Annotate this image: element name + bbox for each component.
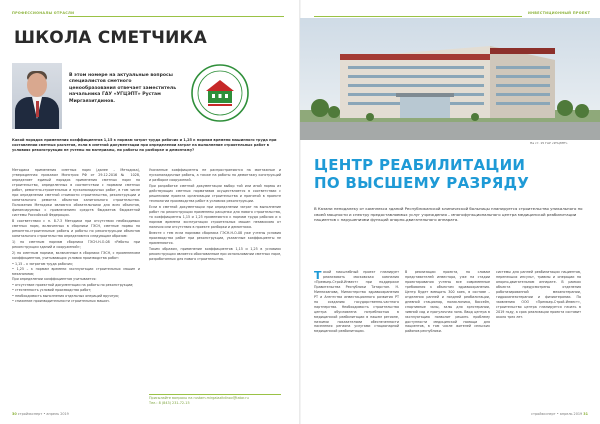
paragraph: В соответствии с п. 8.7.3 Методики при отсутствии необходимых сметных норм, включенных в сборники ГЭСН, сметные нормы на ремонтно-строительные работы и работы по реконструкции объектов капитального строительства определяются следующим образом: <box>12 218 140 238</box>
contact-rule <box>149 394 281 395</box>
body-column-3 <box>496 270 581 320</box>
folio-right <box>531 412 588 416</box>
running-head-left: ПРОФЕССИОНАЛЫ ОТРАСЛИ <box>12 11 75 15</box>
body-column-1 <box>12 168 140 304</box>
photo-caption: На ст. 15 ГАУ «УГЦЭПТ» <box>530 141 568 145</box>
paragraph: Если в сметной документации при определении затрат на выполнение работ по реконструкции применены расценки для нового строительства, то коэффициенты 1,15 и 1,25 применяются к нормам труда рабочих и к нормам времени эксплуатации строительных машин независимо от наличия или отсутствия в проекте разборки и демонтажа. <box>149 205 281 229</box>
right-page <box>300 0 600 424</box>
folio-left <box>12 412 69 416</box>
paragraph: При разработке сметной документации выбор той или иной нормы из действующих сметных нормативов осуществляется в соответствии с решениями проекта организации строительства и принятой в проекте технологии производства работ в условиях реконструкции. <box>149 184 281 203</box>
coefficient-list <box>12 262 140 277</box>
running-head-rule <box>68 16 284 17</box>
building-rendering <box>300 18 600 140</box>
body-column-2 <box>149 168 281 263</box>
intro-text: В этом номере на актуальные вопросы специалистов сметного ценообразования отвечает заместитель начальника ГАУ «УГЦЭПТ» Рустам Миргаязитдинов. <box>69 73 177 104</box>
paragraph: Таким образом, применение коэффициентов 1,15 и 1,25 в условиях реконструкции является обоснованным при использовании сметных норм, разработанных для нового строительства. <box>149 247 281 261</box>
page-number: 31 <box>583 412 588 416</box>
list-item: • стесненность условий производства работ; <box>12 288 92 293</box>
folio-text: стройэксперт • апрель 2019 <box>531 412 583 416</box>
paragraph: Указанные коэффициенты не распространяются на монтажные и пусконаладочные работы, а также на работы по демонтажу конструкций и разборке сооружений. <box>149 168 281 182</box>
paragraph: акой масштабный проект планирует реализовать московская компания «Премьер-Строй-Инвест» при поддержке Правительства Республики Татарстан. Н. Минниханова, Министерство здравоохранения РТ и Агентства инвестиционного развития РТ по созданию государственно-частного партнерства. Необходимость строительства центра обусловлена потребностью в медицинской реабилитации в нашем регионе, низкими показателями обеспеченности населения региона услугами стационарной медицинской реабилитации. <box>314 270 399 334</box>
running-head-right: ИНВЕСТИЦИОННЫЙ ПРОЕКТ <box>528 11 591 15</box>
list-item: • 1,15 – к затратам труда рабочих; <box>12 261 74 266</box>
paragraph: В реализации проекта, по словам представителей инвестора, уже на стадии проектирования учтены все современные требования к объектам здравоохранения. Центр будет вмещать 300 коек, в составе – отделения ранней и поздней реабилитации, дневной стационар, поликлиника, бассейн, спортивные залы, залы для эрготерапии, зимний сад и прогулочная зона. Ввод центра в эксплуатацию позволит решить проблему доступности медицинской помощи для пациентов, в том числе жителей сельских районов республики. <box>405 270 490 334</box>
paragraph: 2) по сметным нормам, включенным в сборники ГЭСН, с применением коэффициентов, учитывающих условия производства работ: <box>12 250 140 260</box>
paragraph: При определении коэффициентов учитывается: <box>12 277 97 282</box>
organization-logo <box>190 63 250 123</box>
contact-phone: Тел.: 8 (843) 231-72-15 <box>149 401 190 405</box>
list-item: • отсутствие проектной документации на работы по реконструкции; <box>12 283 134 288</box>
list-item: • снижение производительности строительных машин. <box>12 298 110 303</box>
title-line: ПО ВЫСШЕМУ РАЗРЯДУ <box>314 174 530 192</box>
page-title-right <box>314 156 529 192</box>
paragraph: Методика применения сметных норм (далее – Методика), утвержденная приказом Минстроя РФ от 29.12.2016 № 1028, определяет единый порядок применения сметных норм на строительство, определенных в соответствии с нормами сметных работ, ремонтно-строительных и пусконаладочных работ, в том числе при определении сметной стоимости строительства, реконструкции и капитального ремонта объектов капитального строительства. Положения Методики являются обязательными для всех объектов, финансируемых с привлечением средств бюджетов бюджетной системы Российской Федерации. <box>12 168 140 217</box>
title-line: ЦЕНТР РЕАБИЛИТАЦИИ <box>314 156 526 174</box>
contact-email-link[interactable]: Присылайте вопросы на rustam.mirgaiazitdinov@tatar.ru <box>149 396 249 400</box>
list-item: • необходимость выполнения отдельных операций вручную; <box>12 293 120 298</box>
running-head-rule <box>314 16 522 17</box>
contact-block <box>149 396 249 406</box>
page-title-left: ШКОЛА СМЕТЧИКА <box>14 28 207 48</box>
conditions-list <box>12 283 140 303</box>
question-lede: Какой порядок применения коэффициентов 1,15 к нормам затрат труда рабочих и 1,25 к нормам времени машинного труда при составлении сметных расчетов, если в сметной документации при определении затрат на выполнение строительных работ в условиях реконструкции не учтены ни материалы, ни работы по разборке и демонтажу? <box>12 138 277 153</box>
paragraph: Вместе с тем если нормами сборника ГЭСН-Н-О-08 уже учтены условия производства работ при реконструкции, указанные коэффициенты не применяются. <box>149 231 281 245</box>
article-lede: В Казани неподалеку от комплекса зданий Республиканской клинической больницы планируется строительство уникального по своей мощности и спектру предоставляемых услуг учреждения – многофункционального центра медицинской реабилитации пациентов с нарушениями функций опорно-двигательного аппарата. <box>314 206 583 223</box>
folio-text: стройэксперт • апрель 2019 <box>17 412 69 416</box>
drop-cap: Т <box>314 268 322 282</box>
body-column-1 <box>314 270 399 334</box>
body-column-2 <box>405 270 490 334</box>
list-item: • 1,25 – к нормам времени эксплуатации строительных машин и механизмов; <box>12 267 140 276</box>
author-portrait <box>12 63 62 129</box>
paragraph: 1) по сметным нормам сборника ГЭСН-Н-О-08 «Работы при реконструкции зданий и сооружений»; <box>12 239 140 249</box>
paragraph: системы для ранней реабилитации пациентов, перенесших инсульт, травмы и операции на опорно-двигательном аппарате. В рамках объекта предусмотрены отделения роботизированной механотерапии, гидрокинезотерапии и физиотерапии. По заявлению ООО «Премьер-Строй-Инвест», строительство центра планируется начать в 2019 году, а срок реализации проекта составит около трех лет. <box>496 270 581 319</box>
page-number: 30 <box>12 412 17 416</box>
